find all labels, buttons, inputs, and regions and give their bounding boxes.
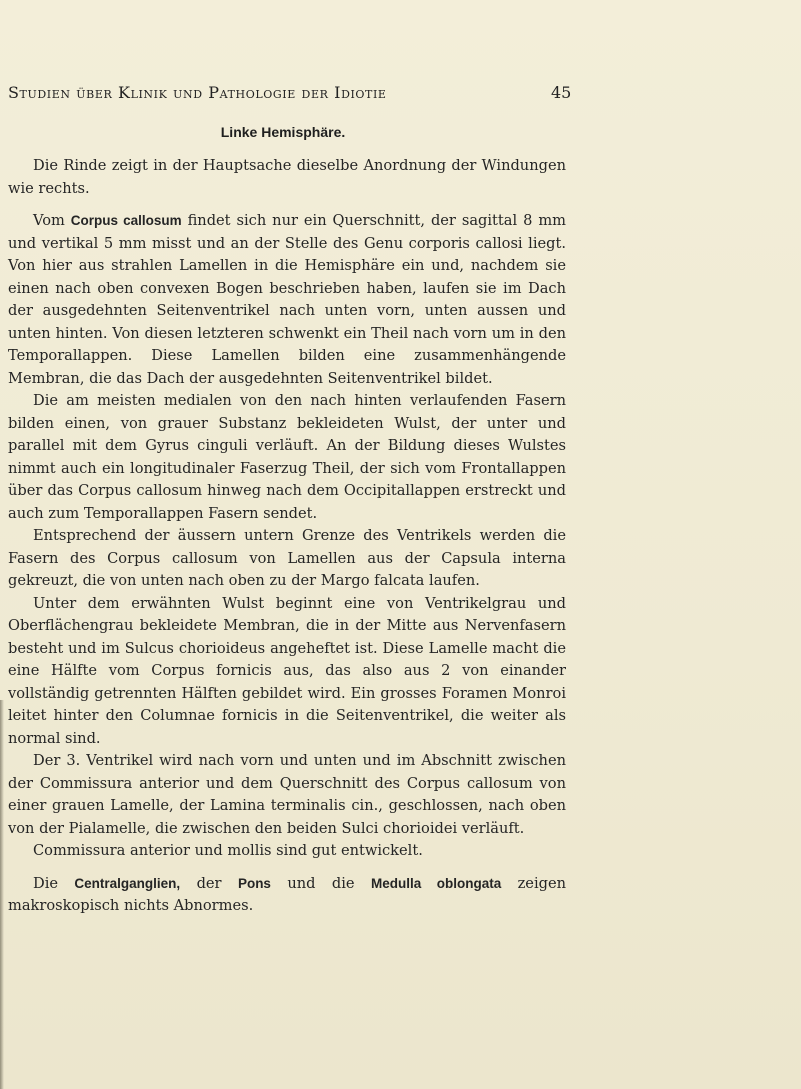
section-title: Linke Hemisphäre. bbox=[220, 124, 346, 140]
paragraph-7: Commissura anterior und mollis sind gut entwickelt. bbox=[33, 842, 423, 859]
paragraph-3: Die am meisten medialen von den nach hinten verlaufenden Fasern bilden einen, von grauer Substanz bekleideten Wulst, der unter und parallel mit dem Gyrus cinguli verläuft. An der Bildung dieses Wulstes nimmt auch ein longitudinaler Faserzug Theil, der sich vom Frontallappen über das Corpus callosum hinweg nach dem Occipitallappen erstreckt und auch zum Temporallappen Fasern sendet. bbox=[8, 392, 566, 522]
running-head-text: Studien über Klinik und Pathologie der Idiotie bbox=[8, 83, 387, 102]
term-corpus-callosum: Corpus callosum bbox=[70, 213, 182, 228]
paragraph-8-connector-1: der bbox=[180, 874, 238, 892]
paragraph-2-lead: Vom bbox=[33, 212, 71, 229]
paragraph-1: Die Rinde zeigt in der Hauptsache dieselbe Anordnung der Windungen wie rechts. bbox=[8, 157, 566, 197]
paragraph-6: Der 3. Ventrikel wird nach vorn und unten und im Abschnitt zwischen der Commissura anterior und dem Querschnitt des Corpus callosum von einer grauen Lamelle, der Lamina terminalis cin., geschlossen, nach oben von der Pialamelle, die zwischen den beiden Sulci chorioidei verläuft. bbox=[8, 752, 566, 837]
paragraph-8-lead: Die bbox=[33, 874, 75, 892]
paragraph-2-text: findet sich nur ein Querschnitt, der sagittal 8 mm und vertikal 5 mm misst und an der Stelle des Genu corporis callosi liegt. Von hier aus strahlen Lamellen in die Hemisphäre ein und, nachdem sie einen nach oben convexen Bogen beschrieben haben, laufen sie im Dach der ausgedehnten Seitenventrikel nach unten vorn, unten aussen und unten hinten. Von diesen letzteren schwenkt ein Theil nach vorn um in den Temporallappen. Diese Lamellen bilden eine zusammenhängende Membran, die das Dach der ausgedehnten Seitenventrikel bildet. bbox=[8, 212, 567, 387]
paragraph-5: Unter dem erwähnten Wulst beginnt eine von Ventrikelgrau und Oberflächengrau bekleidete Membran, die in der Mitte aus Nervenfasern besteht und im Sulcus chorioideus angeheftet ist. Diese Lamelle macht die eine Hälfte vom Corpus fornicis aus, das also aus 2 von einander vollständig getrennten Hälften gebildet wird. Ein grosses Foramen Monroi leitet hinter den Columnae fornicis in die Seitenventrikel, die weiter als normal sind. bbox=[8, 594, 566, 747]
paragraph-8-connector-2: und die bbox=[270, 874, 371, 892]
term-pons: Pons bbox=[237, 875, 271, 891]
page-edge-shadow bbox=[0, 700, 4, 1089]
term-medulla-oblongata: Medulla oblongata bbox=[370, 875, 502, 891]
running-head bbox=[8, 83, 574, 102]
paragraph-8-text: zeigen makroskopisch nichts Abnormes. bbox=[8, 874, 566, 914]
paragraph-2 bbox=[8, 210, 566, 390]
term-centralganglien: Centralganglien, bbox=[74, 875, 181, 891]
paragraph-8 bbox=[8, 873, 566, 918]
page-number: 45 bbox=[551, 83, 572, 102]
paragraph-4: Entsprechend der äussern untern Grenze des Ventrikels werden die Fasern des Corpus callosum von Lamellen aus der Capsula interna gekreuzt, die von unten nach oben zu der Margo falcata laufen. bbox=[8, 527, 566, 589]
body-text bbox=[8, 155, 566, 918]
